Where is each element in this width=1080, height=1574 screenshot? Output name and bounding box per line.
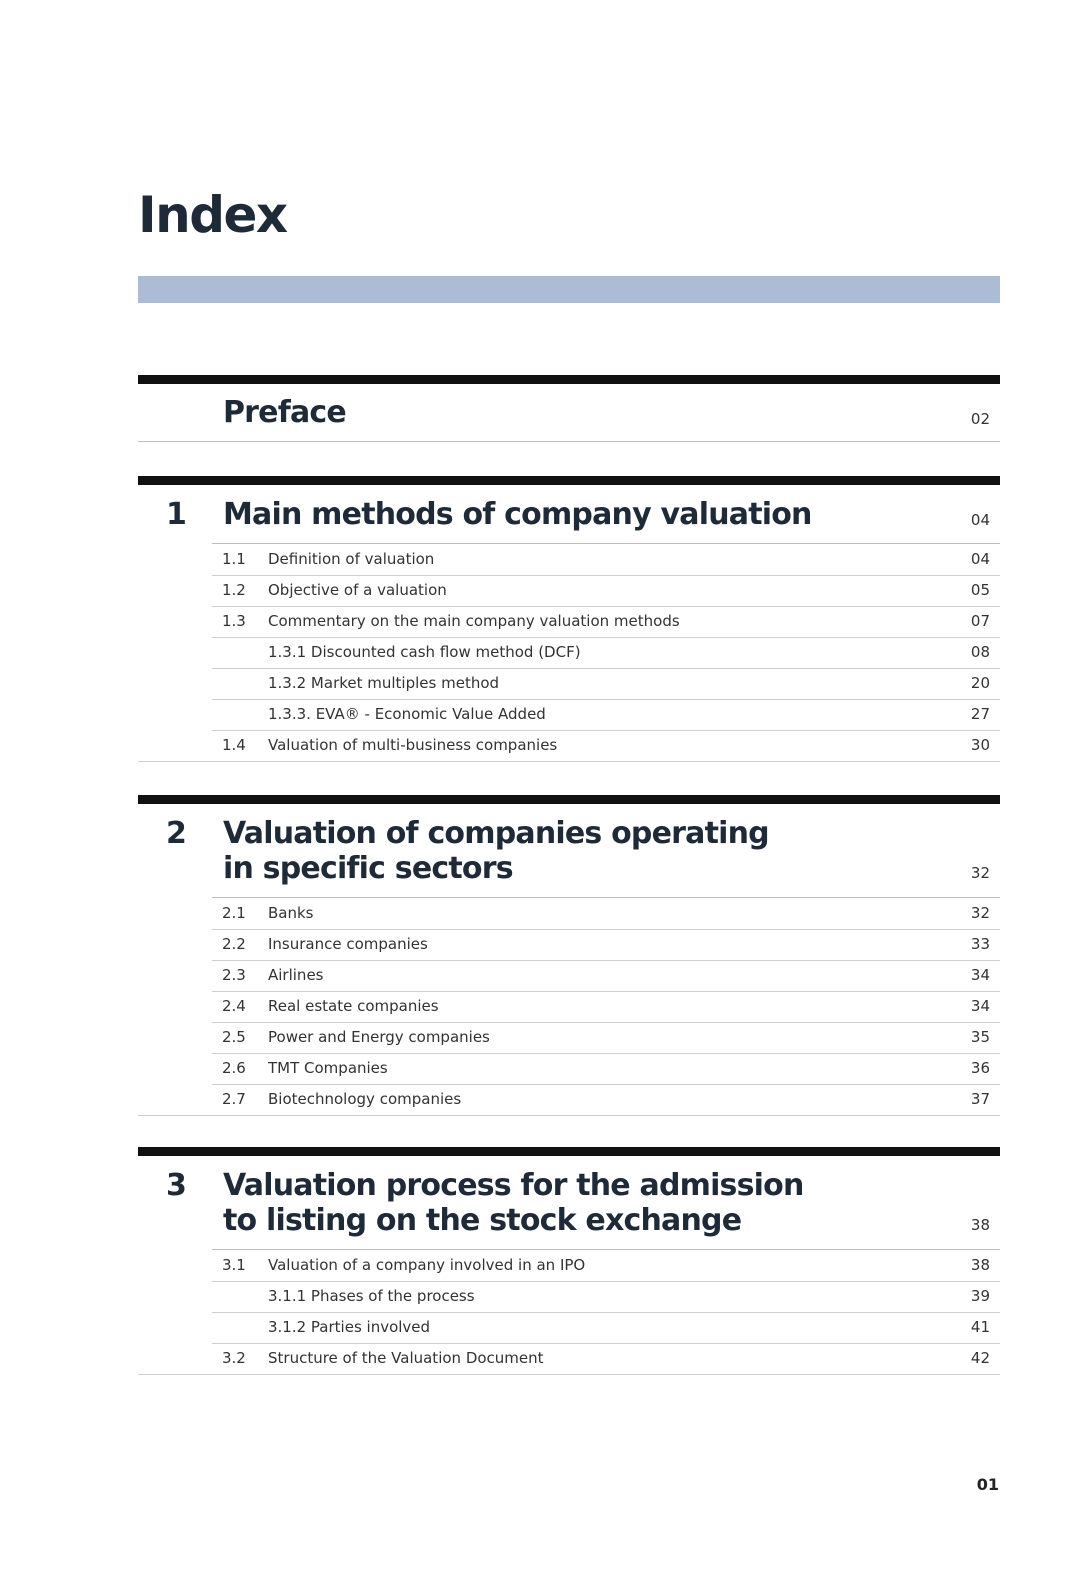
section-divider-bar (138, 795, 1000, 804)
title-accent-bar (138, 276, 1000, 303)
toc-entry-number: 1.4 (222, 736, 246, 754)
toc-entry[interactable] (212, 1053, 1000, 1085)
preface-bottom-rule (138, 441, 1000, 442)
toc-subentry[interactable] (212, 637, 1000, 669)
toc-entry-number: 3.2 (222, 1349, 246, 1367)
section-bottom-rule (138, 1374, 1000, 1375)
section-title-line: Valuation process for the admission (223, 1168, 804, 1203)
toc-subentry[interactable] (212, 1281, 1000, 1313)
toc-entry-page: 38 (970, 1256, 990, 1274)
toc-entry-label: 1.3.2 Market multiples method (268, 674, 500, 692)
toc-entry-page: 36 (970, 1059, 990, 1077)
toc-entry[interactable] (212, 606, 1000, 638)
toc-entry-label: Commentary on the main company valuation methods (268, 612, 680, 630)
section-page-number: 04 (970, 511, 990, 529)
preface-title[interactable]: Preface (223, 395, 346, 430)
section-bottom-rule (138, 761, 1000, 762)
toc-entry-label: 1.3.3. EVA® - Economic Value Added (268, 705, 546, 723)
section-title-line: in specific sectors (223, 851, 513, 886)
toc-entry-label: Definition of valuation (268, 550, 435, 568)
toc-entry-number: 1.1 (222, 550, 246, 568)
toc-entry-label: Valuation of a company involved in an IPO (268, 1256, 586, 1274)
toc-entry-label: Valuation of multi-business companies (268, 736, 558, 754)
toc-entry[interactable] (212, 1084, 1000, 1116)
toc-entry-page: 37 (970, 1090, 990, 1108)
page-number: 01 (976, 1475, 999, 1494)
section-number: 1 (166, 497, 187, 532)
toc-entry-page: 32 (970, 904, 990, 922)
toc-entry-page: 34 (970, 997, 990, 1015)
toc-entry[interactable] (212, 1343, 1000, 1375)
preface-page-number: 02 (970, 410, 990, 428)
toc-entry-number: 2.5 (222, 1028, 246, 1046)
toc-entry-number: 2.7 (222, 1090, 246, 1108)
toc-entry-label: Banks (268, 904, 314, 922)
toc-entry-page: 07 (970, 612, 990, 630)
section-title[interactable] (223, 1168, 804, 1238)
toc-entry-number: 2.1 (222, 904, 246, 922)
section-title[interactable] (223, 497, 812, 532)
toc-subentry[interactable] (212, 668, 1000, 700)
toc-entry-page: 20 (970, 674, 990, 692)
section-1 (138, 476, 1000, 766)
toc-entry-page: 42 (970, 1349, 990, 1367)
toc-entry-page: 34 (970, 966, 990, 984)
section-3 (138, 1147, 1000, 1382)
toc-entry-label: Real estate companies (268, 997, 439, 1015)
toc-entry-number: 2.4 (222, 997, 246, 1015)
toc-entry-number: 2.2 (222, 935, 246, 953)
toc-entry-page: 35 (970, 1028, 990, 1046)
toc-entry[interactable] (212, 730, 1000, 762)
page-title: Index (138, 186, 287, 244)
toc-entry-page: 39 (970, 1287, 990, 1305)
section-number: 2 (166, 816, 187, 851)
toc-entry-label: 3.1.2 Parties involved (268, 1318, 431, 1336)
section-divider-bar (138, 375, 1000, 384)
toc-entry-label: Power and Energy companies (268, 1028, 490, 1046)
toc-entry-page: 41 (970, 1318, 990, 1336)
toc-entry-label: Insurance companies (268, 935, 428, 953)
toc-entry-label: Objective of a valuation (268, 581, 447, 599)
toc-entry-label: Structure of the Valuation Document (268, 1349, 544, 1367)
toc-subentry[interactable] (212, 1312, 1000, 1344)
section-2 (138, 795, 1000, 1120)
toc-entry-page: 30 (970, 736, 990, 754)
toc-entry-label: TMT Companies (268, 1059, 388, 1077)
toc-entry[interactable] (212, 960, 1000, 992)
section-title-line: to listing on the stock exchange (223, 1203, 742, 1238)
section-bottom-rule (138, 1115, 1000, 1116)
section-title[interactable] (223, 816, 769, 886)
preface-section (138, 375, 1000, 445)
section-divider-bar (138, 1147, 1000, 1156)
toc-subentry[interactable] (212, 699, 1000, 731)
toc-entry[interactable] (212, 1022, 1000, 1054)
toc-entry[interactable] (212, 544, 1000, 576)
toc-entry-label: 1.3.1 Discounted cash flow method (DCF) (268, 643, 581, 661)
toc-entry-page: 05 (970, 581, 990, 599)
toc-entry[interactable] (212, 991, 1000, 1023)
toc-entry[interactable] (212, 929, 1000, 961)
toc-entry-page: 27 (970, 705, 990, 723)
toc-entry-page: 08 (970, 643, 990, 661)
section-title-line: Main methods of company valuation (223, 497, 812, 532)
toc-entry-label: Airlines (268, 966, 324, 984)
section-page-number: 32 (970, 864, 990, 882)
toc-entry-number: 2.6 (222, 1059, 246, 1077)
section-title-line: Valuation of companies operating (223, 816, 769, 851)
toc-entry-number: 2.3 (222, 966, 246, 984)
toc-entry-page: 04 (970, 550, 990, 568)
toc-entry[interactable] (212, 575, 1000, 607)
toc-entry[interactable] (212, 898, 1000, 930)
toc-entry-number: 1.3 (222, 612, 246, 630)
section-number: 3 (166, 1168, 187, 1203)
toc-entry-number: 3.1 (222, 1256, 246, 1274)
toc-entry-label: Biotechnology companies (268, 1090, 462, 1108)
toc-entry[interactable] (212, 1250, 1000, 1282)
toc-entry-page: 33 (970, 935, 990, 953)
section-divider-bar (138, 476, 1000, 485)
section-page-number: 38 (970, 1216, 990, 1234)
toc-entry-number: 1.2 (222, 581, 246, 599)
toc-entry-label: 3.1.1 Phases of the process (268, 1287, 475, 1305)
